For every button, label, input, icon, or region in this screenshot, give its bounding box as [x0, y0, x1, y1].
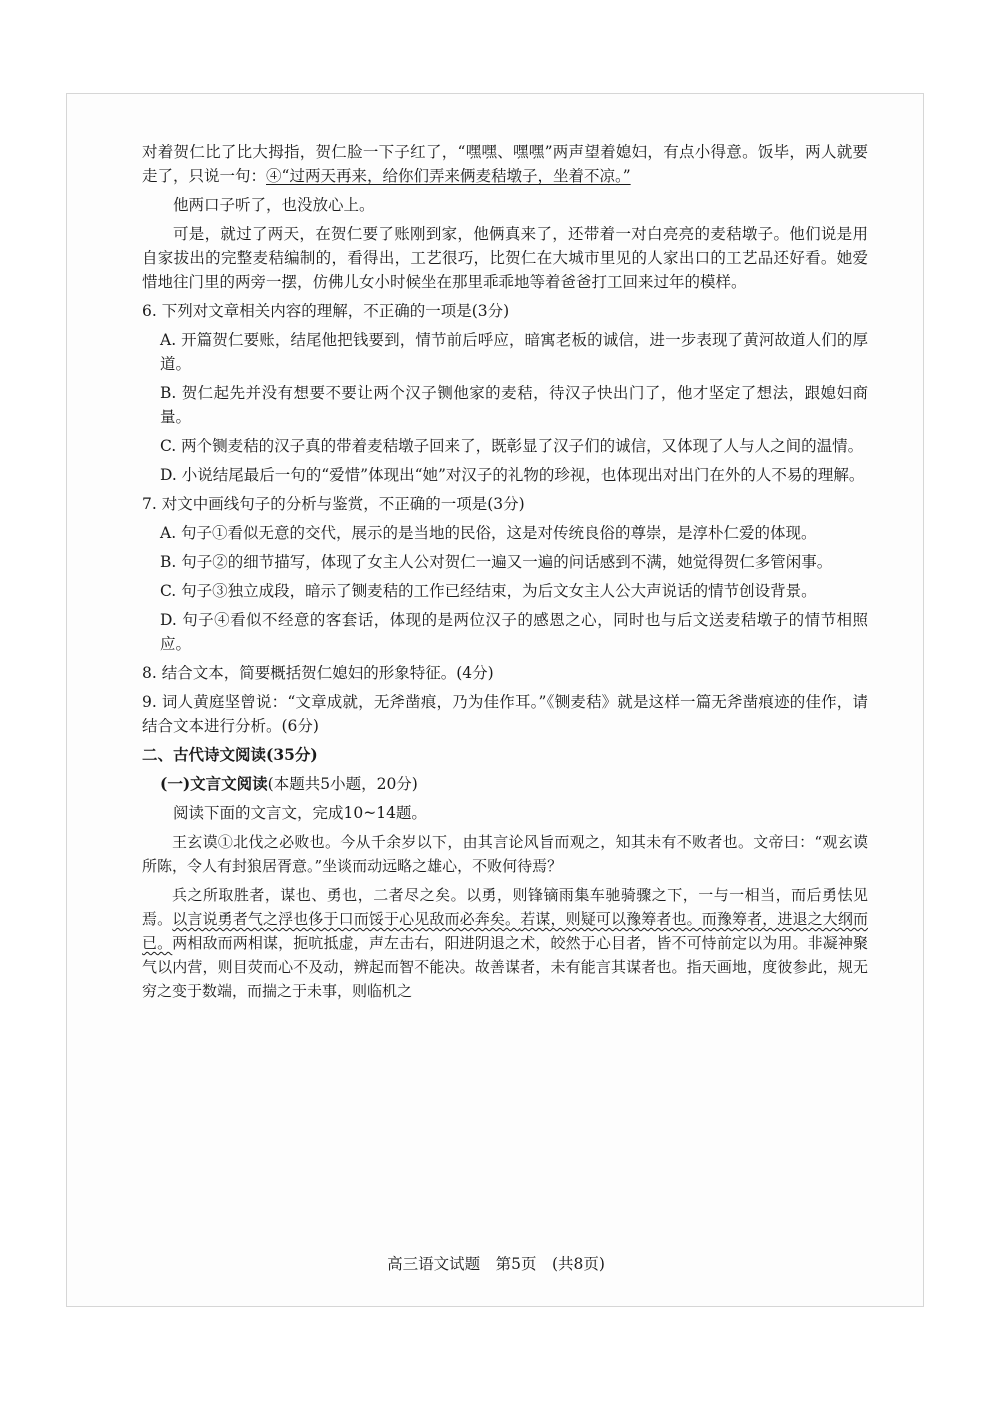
question-6-stem: 6. 下列对文章相关内容的理解，不正确的一项是(3分) — [142, 302, 510, 320]
question-6-option-c: C. 两个铡麦秸的汉子真的带着麦秸墩子回来了，既彰显了汉子们的诚信，又体现了人与人之间的温情。 — [160, 437, 864, 455]
question-6-option-b: B. 贺仁起先并没有想要不要让两个汉子铡他家的麦秸，待汉子快出门了，他才坚定了想法，跟媳妇商量。 — [160, 384, 868, 426]
classical-text-run: 两相敌而两相谋，扼吭抵虚，声左击右，阳进阴退之术，皎然于心目者，皆不可恃前定以为用。非凝神聚气以内营，则目荧而心不及动，辨起而智不能决。故善谋者，未有能言其谋者也。指天画地，度彼参此，规无穷之变于数端，而揣之于未事，则临机之 — [142, 934, 868, 1000]
classical-paragraph: 王玄谟①北伐之必败也。今从千余岁以下，由其言论风旨而观之，知其未有不败者也。文帝曰：“观玄谟所陈，令人有封狼居胥意。”坐谈而动远略之雄心，不败何待焉？ — [142, 833, 868, 875]
classical-text-run: 兵之所取胜者，谋也、勇也，二者尽之矣。以勇，则锋镝雨集车驰骑骤之下，一与一相当，而后勇怯见焉。 — [142, 886, 868, 928]
question-7-stem: 7. 对文中画线句子的分析与鉴赏，不正确的一项是(3分) — [142, 495, 525, 513]
subsection-heading — [142, 772, 868, 796]
underlined-sentence-4: ④“过两天再来，给你们弄来俩麦秸墩子，坐着不凉。” — [266, 167, 631, 185]
question-8-stem: 8. 结合文本，简要概括贺仁媳妇的形象特征。(4分) — [142, 664, 494, 682]
reading-instruction: 阅读下面的文言文，完成10~14题。 — [173, 804, 427, 822]
classical-paragraph — [142, 883, 868, 1003]
page-content — [142, 140, 868, 1008]
passage-text: 对着贺仁比了比大拇指，贺仁脸一下子红了，“嘿嘿、嘿嘿”两声望着媳妇，有点小得意。饭毕，两人就要走了，只说一句： — [142, 143, 868, 185]
question-7-option-b: B. 句子②的细节描写，体现了女主人公对贺仁一遍又一遍的问话感到不满，她觉得贺仁多管闲事。 — [160, 553, 833, 571]
question-6-option-d: D. 小说结尾最后一句的“爱惜”体现出“她”对汉子的礼物的珍视，也体现出对出门在外的人不易的理解。 — [160, 466, 865, 484]
passage-paragraph: 他两口子听了，也没放心上。 — [173, 196, 375, 214]
subsection-note: (本题共5小题，20分) — [267, 775, 418, 793]
classical-text — [142, 830, 868, 1003]
question-7-option-d: D. 句子④看似不经意的客套话，体现的是两位汉子的感恩之心，同时也与后文送麦秸墩子的情节相照应。 — [160, 611, 868, 653]
passage-paragraph: 可是，就过了两天，在贺仁要了账刚到家，他俩真来了，还带着一对白亮亮的麦秸墩子。他们说是用自家拔出的完整麦秸编制的，看得出，工艺很巧，比贺仁在大城市里见的人家出口的工艺品还好看。她爱惜地往门里的两旁一摆，仿佛儿女小时候坐在那里乖乖地等着爸爸打工回来过年的模样。 — [142, 225, 868, 291]
subsection-title: (一)文言文阅读 — [160, 774, 268, 793]
question-7-option-a: A. 句子①看似无意的交代，展示的是当地的民俗，这是对传统良俗的尊崇，是淳朴仁爱的体现。 — [160, 524, 817, 542]
question-7-option-c: C. 句子③独立成段，暗示了铡麦秸的工作已经结束，为后文女主人公大声说话的情节创设背景。 — [160, 582, 817, 600]
passage-paragraph — [142, 140, 868, 188]
section-heading: 二、古代诗文阅读(35分) — [142, 745, 318, 764]
question-6-option-a: A. 开篇贺仁要账，结尾他把钱要到，情节前后呼应，暗寓老板的诚信，进一步表现了黄河故道人们的厚道。 — [160, 331, 868, 373]
wavy-underlined-sentence: 若谋，则疑可以豫筹者也。而豫筹者，进退之大纲而已。 — [142, 910, 868, 952]
wavy-underlined-sentence: 以言说勇者气之浮也侈于口而馁于心见敌而必奔矣。 — [172, 910, 521, 928]
page-footer: 高三语文试题 第5页 (共8页) — [387, 1255, 605, 1273]
question-9-stem: 9. 词人黄庭坚曾说：“文章成就，无斧凿痕，乃为佳作耳。”《铡麦秸》就是这样一篇无斧凿痕迹的佳作，请结合文本进行分析。(6分) — [142, 693, 868, 735]
